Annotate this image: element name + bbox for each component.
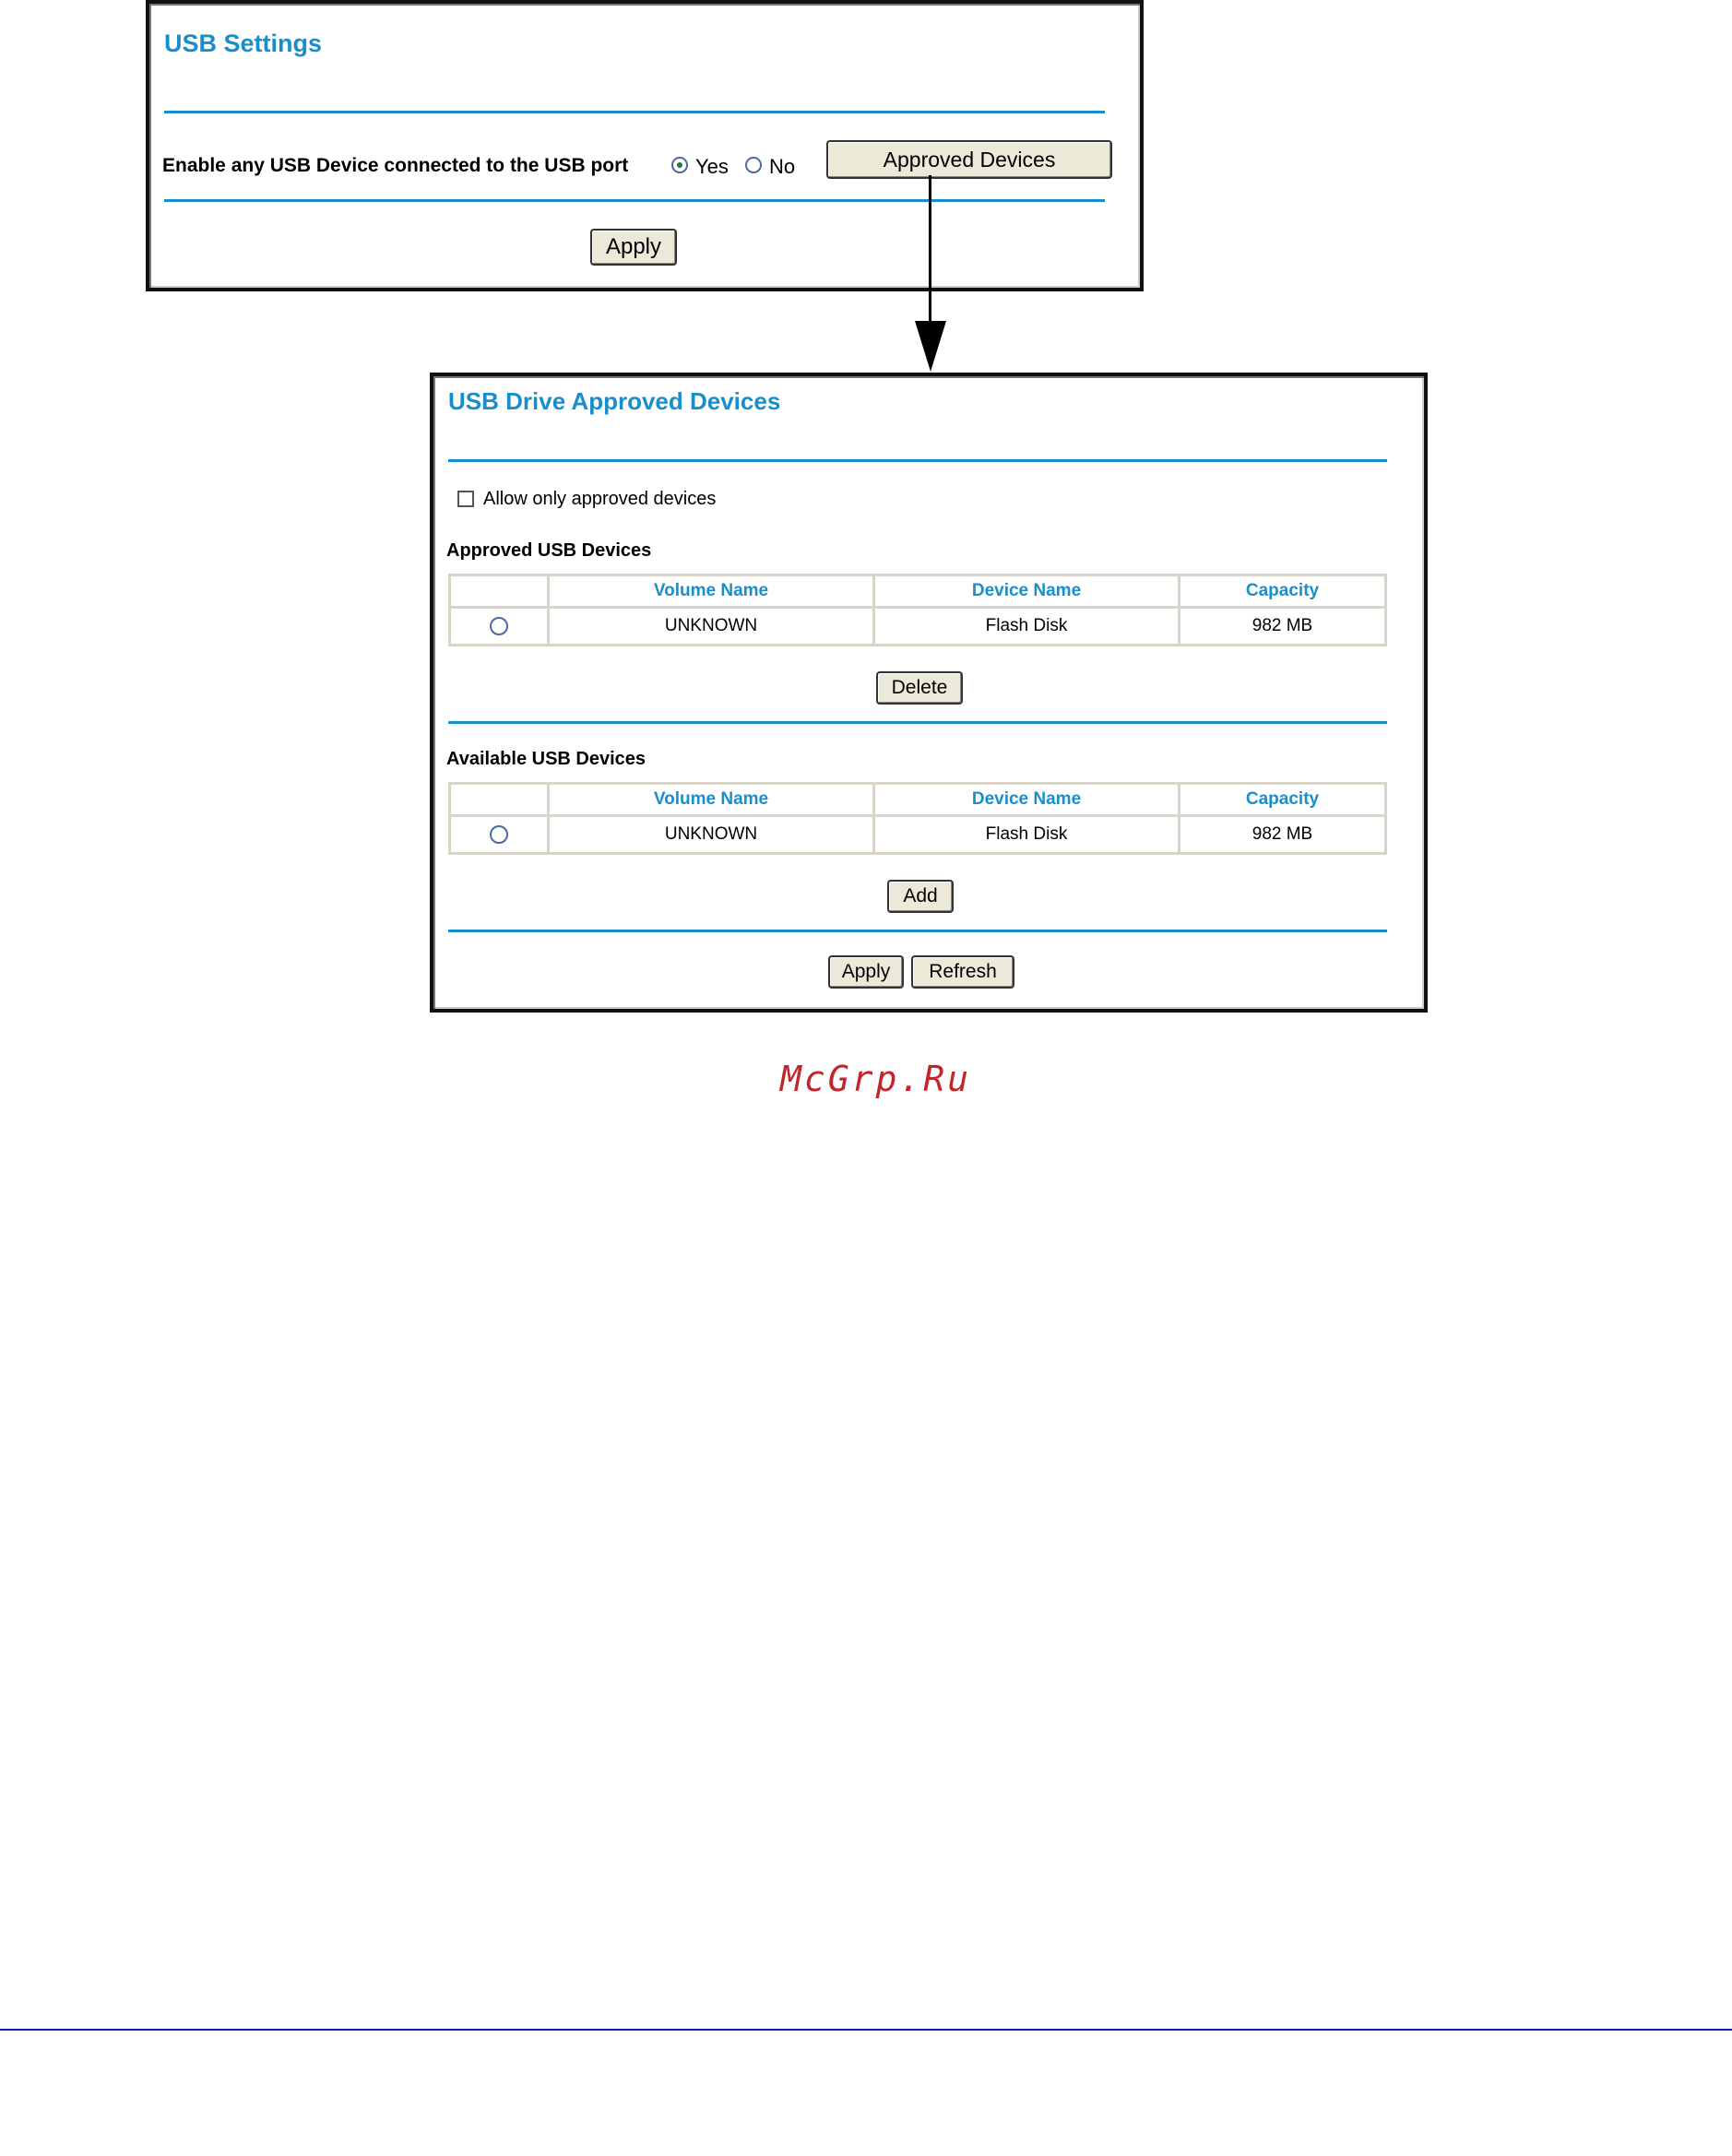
volume-cell: UNKNOWN bbox=[549, 816, 874, 854]
refresh-button[interactable]: Refresh bbox=[911, 955, 1014, 989]
available-section-title: Available USB Devices bbox=[446, 749, 647, 769]
column-header-capacity: Capacity bbox=[1180, 575, 1386, 608]
connector-line bbox=[929, 175, 931, 323]
add-button[interactable]: Add bbox=[887, 880, 954, 913]
select-column-header bbox=[450, 784, 549, 816]
radio-no-label: No bbox=[769, 155, 796, 178]
device-cell: Flash Disk bbox=[874, 816, 1180, 854]
delete-button[interactable]: Delete bbox=[876, 671, 963, 705]
usb-settings-panel bbox=[146, 0, 1144, 291]
divider bbox=[448, 930, 1387, 932]
capacity-cell: 982 MB bbox=[1180, 816, 1386, 854]
apply-button[interactable]: Apply bbox=[828, 955, 904, 989]
table-header-row bbox=[450, 784, 1386, 816]
divider bbox=[164, 111, 1105, 113]
table-row bbox=[450, 816, 1386, 854]
divider bbox=[164, 199, 1105, 202]
capacity-cell: 982 MB bbox=[1180, 608, 1386, 646]
watermark-text: McGrp.Ru bbox=[780, 1059, 972, 1099]
row-select-cell bbox=[450, 816, 549, 854]
row-radio[interactable] bbox=[490, 617, 508, 635]
apply-button[interactable]: Apply bbox=[590, 229, 677, 266]
row-radio[interactable] bbox=[490, 825, 508, 844]
row-select-cell bbox=[450, 608, 549, 646]
column-header-device: Device Name bbox=[874, 784, 1180, 816]
radio-yes[interactable] bbox=[671, 157, 688, 173]
column-header-device: Device Name bbox=[874, 575, 1180, 608]
table-header-row bbox=[450, 575, 1386, 608]
divider bbox=[448, 459, 1387, 462]
table-row bbox=[450, 608, 1386, 646]
device-cell: Flash Disk bbox=[874, 608, 1180, 646]
allow-only-label: Allow only approved devices bbox=[483, 489, 717, 509]
footer-divider bbox=[0, 2029, 1732, 2031]
select-column-header bbox=[450, 575, 549, 608]
approved-devices-table bbox=[448, 574, 1387, 646]
radio-yes-label: Yes bbox=[695, 155, 729, 178]
allow-only-checkbox[interactable] bbox=[457, 491, 474, 507]
enable-usb-label: Enable any USB Device connected to the USB port bbox=[162, 155, 629, 176]
panel-title: USB Settings bbox=[164, 30, 323, 57]
volume-cell: UNKNOWN bbox=[549, 608, 874, 646]
divider bbox=[448, 721, 1387, 724]
column-header-volume: Volume Name bbox=[549, 575, 874, 608]
radio-no[interactable] bbox=[745, 157, 762, 173]
approved-devices-panel bbox=[430, 373, 1428, 1013]
approved-section-title: Approved USB Devices bbox=[446, 540, 652, 561]
panel-title: USB Drive Approved Devices bbox=[448, 387, 781, 415]
column-header-capacity: Capacity bbox=[1180, 784, 1386, 816]
available-devices-table bbox=[448, 782, 1387, 855]
arrow-down-icon bbox=[915, 321, 946, 372]
approved-devices-button[interactable]: Approved Devices bbox=[826, 140, 1112, 179]
column-header-volume: Volume Name bbox=[549, 784, 874, 816]
